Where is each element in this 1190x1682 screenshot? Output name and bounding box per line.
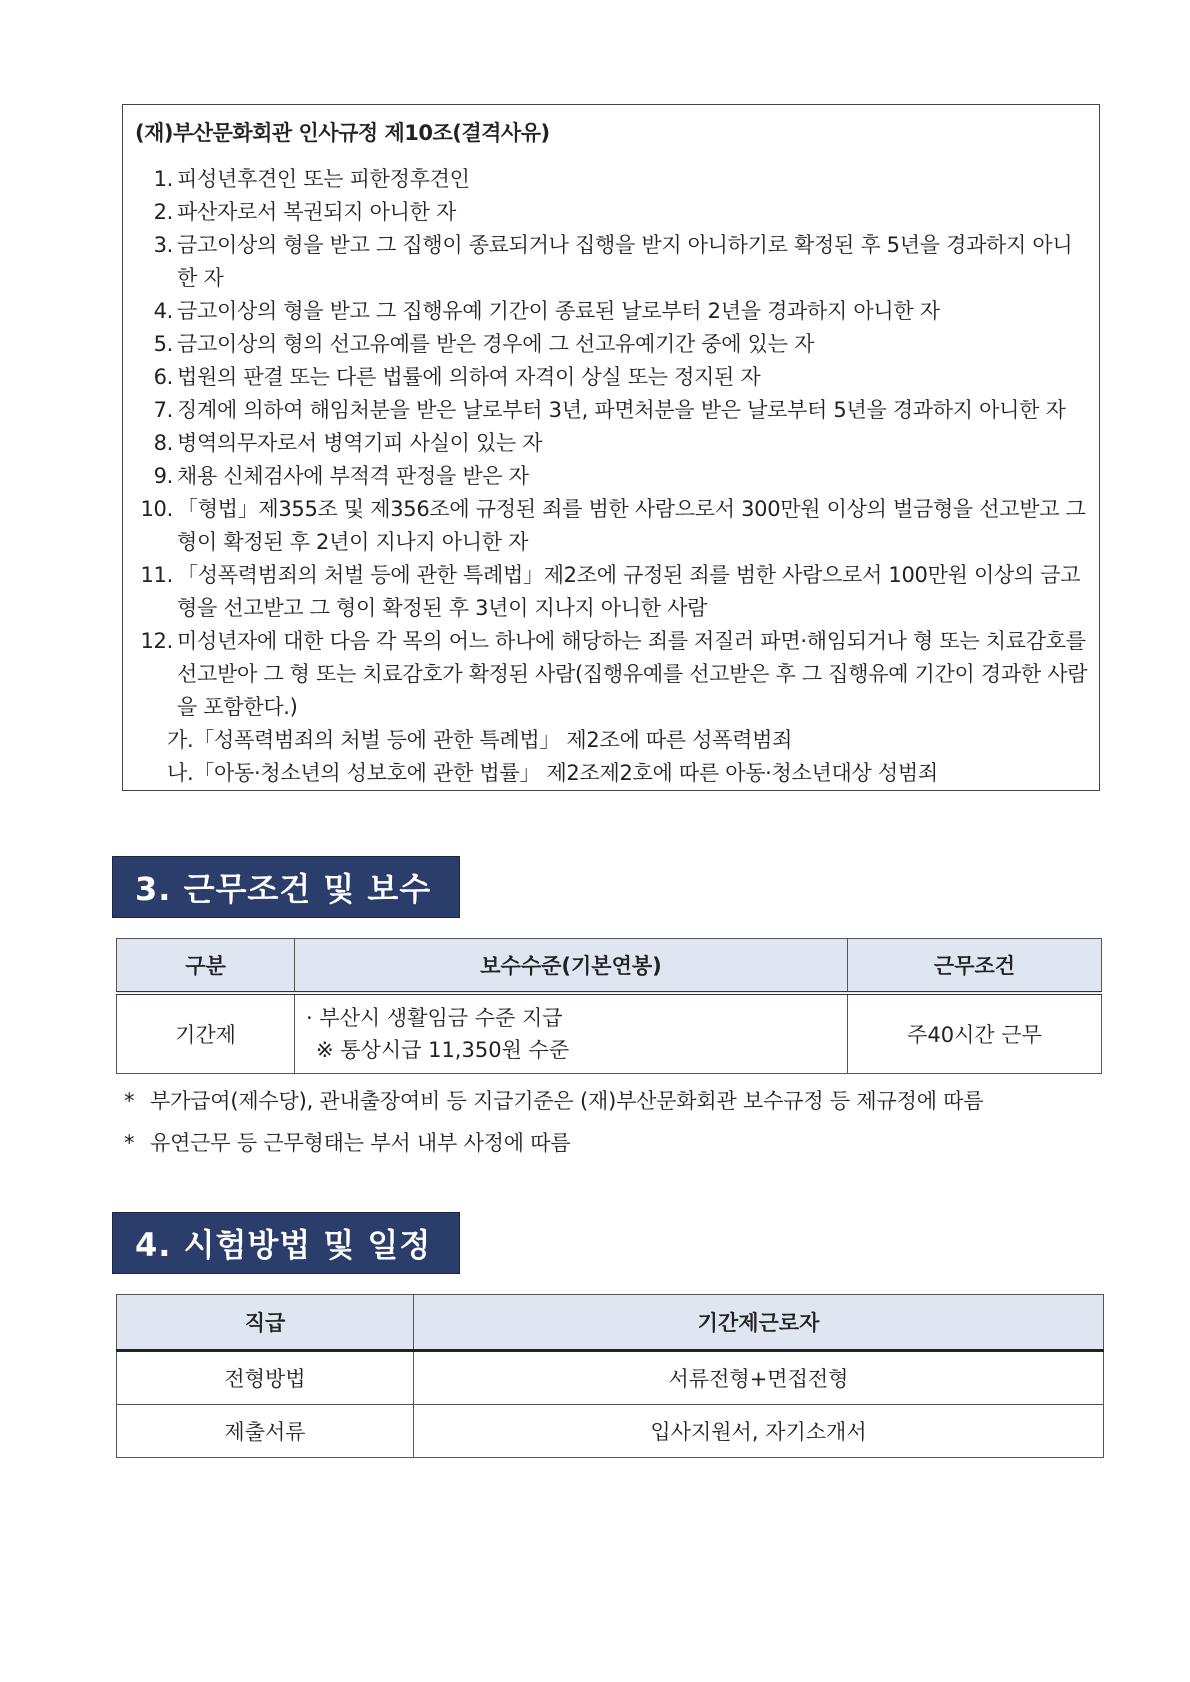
item-text: 피성년후견인 또는 피한정후견인 <box>177 167 470 191</box>
regulation-list <box>133 163 1089 724</box>
cell-type: 기간제 <box>117 993 295 1074</box>
note-2 <box>124 1122 983 1164</box>
sub-item-ga: 가.「성폭력범죄의 처벌 등에 관한 특례법」 제2조에 따른 성폭력범죄 <box>167 728 793 752</box>
regulation-box <box>122 104 1100 791</box>
item-text: 금고이상의 형의 선고유예를 받은 경우에 그 선고유예기간 중에 있는 자 <box>177 332 814 356</box>
table-header-row <box>117 939 1102 994</box>
item-text: 법원의 판결 또는 다른 법률에 의하여 자격이 상실 또는 정지된 자 <box>177 365 761 389</box>
exam-table <box>116 1294 1104 1458</box>
item-number: 8. <box>153 431 173 455</box>
cell-pay <box>295 993 848 1074</box>
list-item <box>133 328 1089 361</box>
cell-label: 제출서류 <box>117 1405 414 1458</box>
item-text: 병역의무자로서 병역기피 사실이 있는 자 <box>177 431 543 455</box>
item-number: 12. <box>140 629 173 653</box>
item-text: 「성폭력범죄의 처벌 등에 관한 특례법」제2조에 규정된 죄를 범한 사람으로서 100만원 이상의 금고형을 선고받고 그 형이 확정된 후 3년이 지나지 아니한 사람 <box>177 563 1081 620</box>
note-marker: * <box>124 1089 135 1113</box>
list-item <box>133 625 1089 724</box>
header-pay-level: 보수수준(기본연봉) <box>295 939 848 994</box>
item-number: 5. <box>153 332 173 356</box>
note-1 <box>124 1080 983 1122</box>
section-3-title: 3. 근무조건 및 보수 <box>112 856 460 918</box>
regulation-title: (재)부산문화회관 인사규정 제10조(결격사유) <box>135 121 550 145</box>
section-4-title: 4. 시험방법 및 일정 <box>112 1212 460 1274</box>
item-number: 2. <box>153 200 173 224</box>
list-item <box>133 361 1089 394</box>
note-text: 부가급여(제수당), 관내출장여비 등 지급기준은 (재)부산문화회관 보수규정 등 제규정에 따름 <box>150 1089 984 1113</box>
cell-value: 서류전형+면접전형 <box>414 1351 1104 1405</box>
header-category: 구분 <box>117 939 295 994</box>
cell-value: 입사지원서, 자기소개서 <box>414 1405 1104 1458</box>
item-number: 1. <box>153 167 173 191</box>
cell-condition: 주40시간 근무 <box>848 993 1102 1074</box>
item-text: 금고이상의 형을 받고 그 집행이 종료되거나 집행을 받지 아니하기로 확정된 후 5년을 경과하지 아니한 자 <box>177 233 1073 290</box>
table-row <box>117 1351 1104 1405</box>
item-text: 미성년자에 대한 다음 각 목의 어느 하나에 해당하는 죄를 저질러 파면·해임되거나 형 또는 치료감호를 선고받아 그 형 또는 치료감호가 확정된 사람(집행유예를 선고받은 후 그 집행유예 기간이 경과한 사람을 포함한다.) <box>177 629 1088 719</box>
note-text: 유연근무 등 근무형태는 부서 내부 사정에 따름 <box>150 1131 571 1155</box>
list-item <box>133 394 1089 427</box>
notes <box>124 1080 983 1164</box>
pay-line-1: · 부산시 생활임금 수준 지급 <box>306 1006 563 1030</box>
list-item <box>133 493 1089 559</box>
header-fixed-term-worker: 기간제근로자 <box>414 1295 1104 1351</box>
item-number: 6. <box>153 365 173 389</box>
header-grade: 직급 <box>117 1295 414 1351</box>
item-text: 「형법」제355조 및 제356조에 규정된 죄를 범한 사람으로서 300만원 이상의 벌금형을 선고받고 그 형이 확정된 후 2년이 지나지 아니한 자 <box>177 497 1086 554</box>
list-item <box>133 229 1089 295</box>
note-marker: * <box>124 1131 135 1155</box>
header-work-condition: 근무조건 <box>848 939 1102 994</box>
list-item <box>133 163 1089 196</box>
table-row <box>117 1405 1104 1458</box>
item-text: 채용 신체검사에 부적격 판정을 받은 자 <box>177 464 529 488</box>
table-row <box>117 993 1102 1074</box>
item-number: 4. <box>153 299 173 323</box>
cell-label: 전형방법 <box>117 1351 414 1405</box>
pay-line-2: ※ 통상시급 11,350원 수준 <box>316 1038 570 1062</box>
item-number: 3. <box>153 233 173 257</box>
item-number: 10. <box>140 497 173 521</box>
list-item <box>133 460 1089 493</box>
item-text: 금고이상의 형을 받고 그 집행유예 기간이 종료된 날로부터 2년을 경과하지 아니한 자 <box>177 299 940 323</box>
table-header-row <box>117 1295 1104 1351</box>
pay-table <box>116 938 1102 1074</box>
list-item <box>133 196 1089 229</box>
item-text: 파산자로서 복권되지 아니한 자 <box>177 200 456 224</box>
sub-item-na: 나.「아동·청소년의 성보호에 관한 법률」 제2조제2호에 따른 아동·청소년대상 성범죄 <box>167 761 938 785</box>
list-item <box>133 427 1089 460</box>
item-number: 7. <box>153 398 173 422</box>
item-number: 9. <box>153 464 173 488</box>
list-item <box>133 559 1089 625</box>
item-number: 11. <box>140 563 173 587</box>
list-item <box>133 295 1089 328</box>
item-text: 징계에 의하여 해임처분을 받은 날로부터 3년, 파면처분을 받은 날로부터 5년을 경과하지 아니한 자 <box>177 398 1066 422</box>
